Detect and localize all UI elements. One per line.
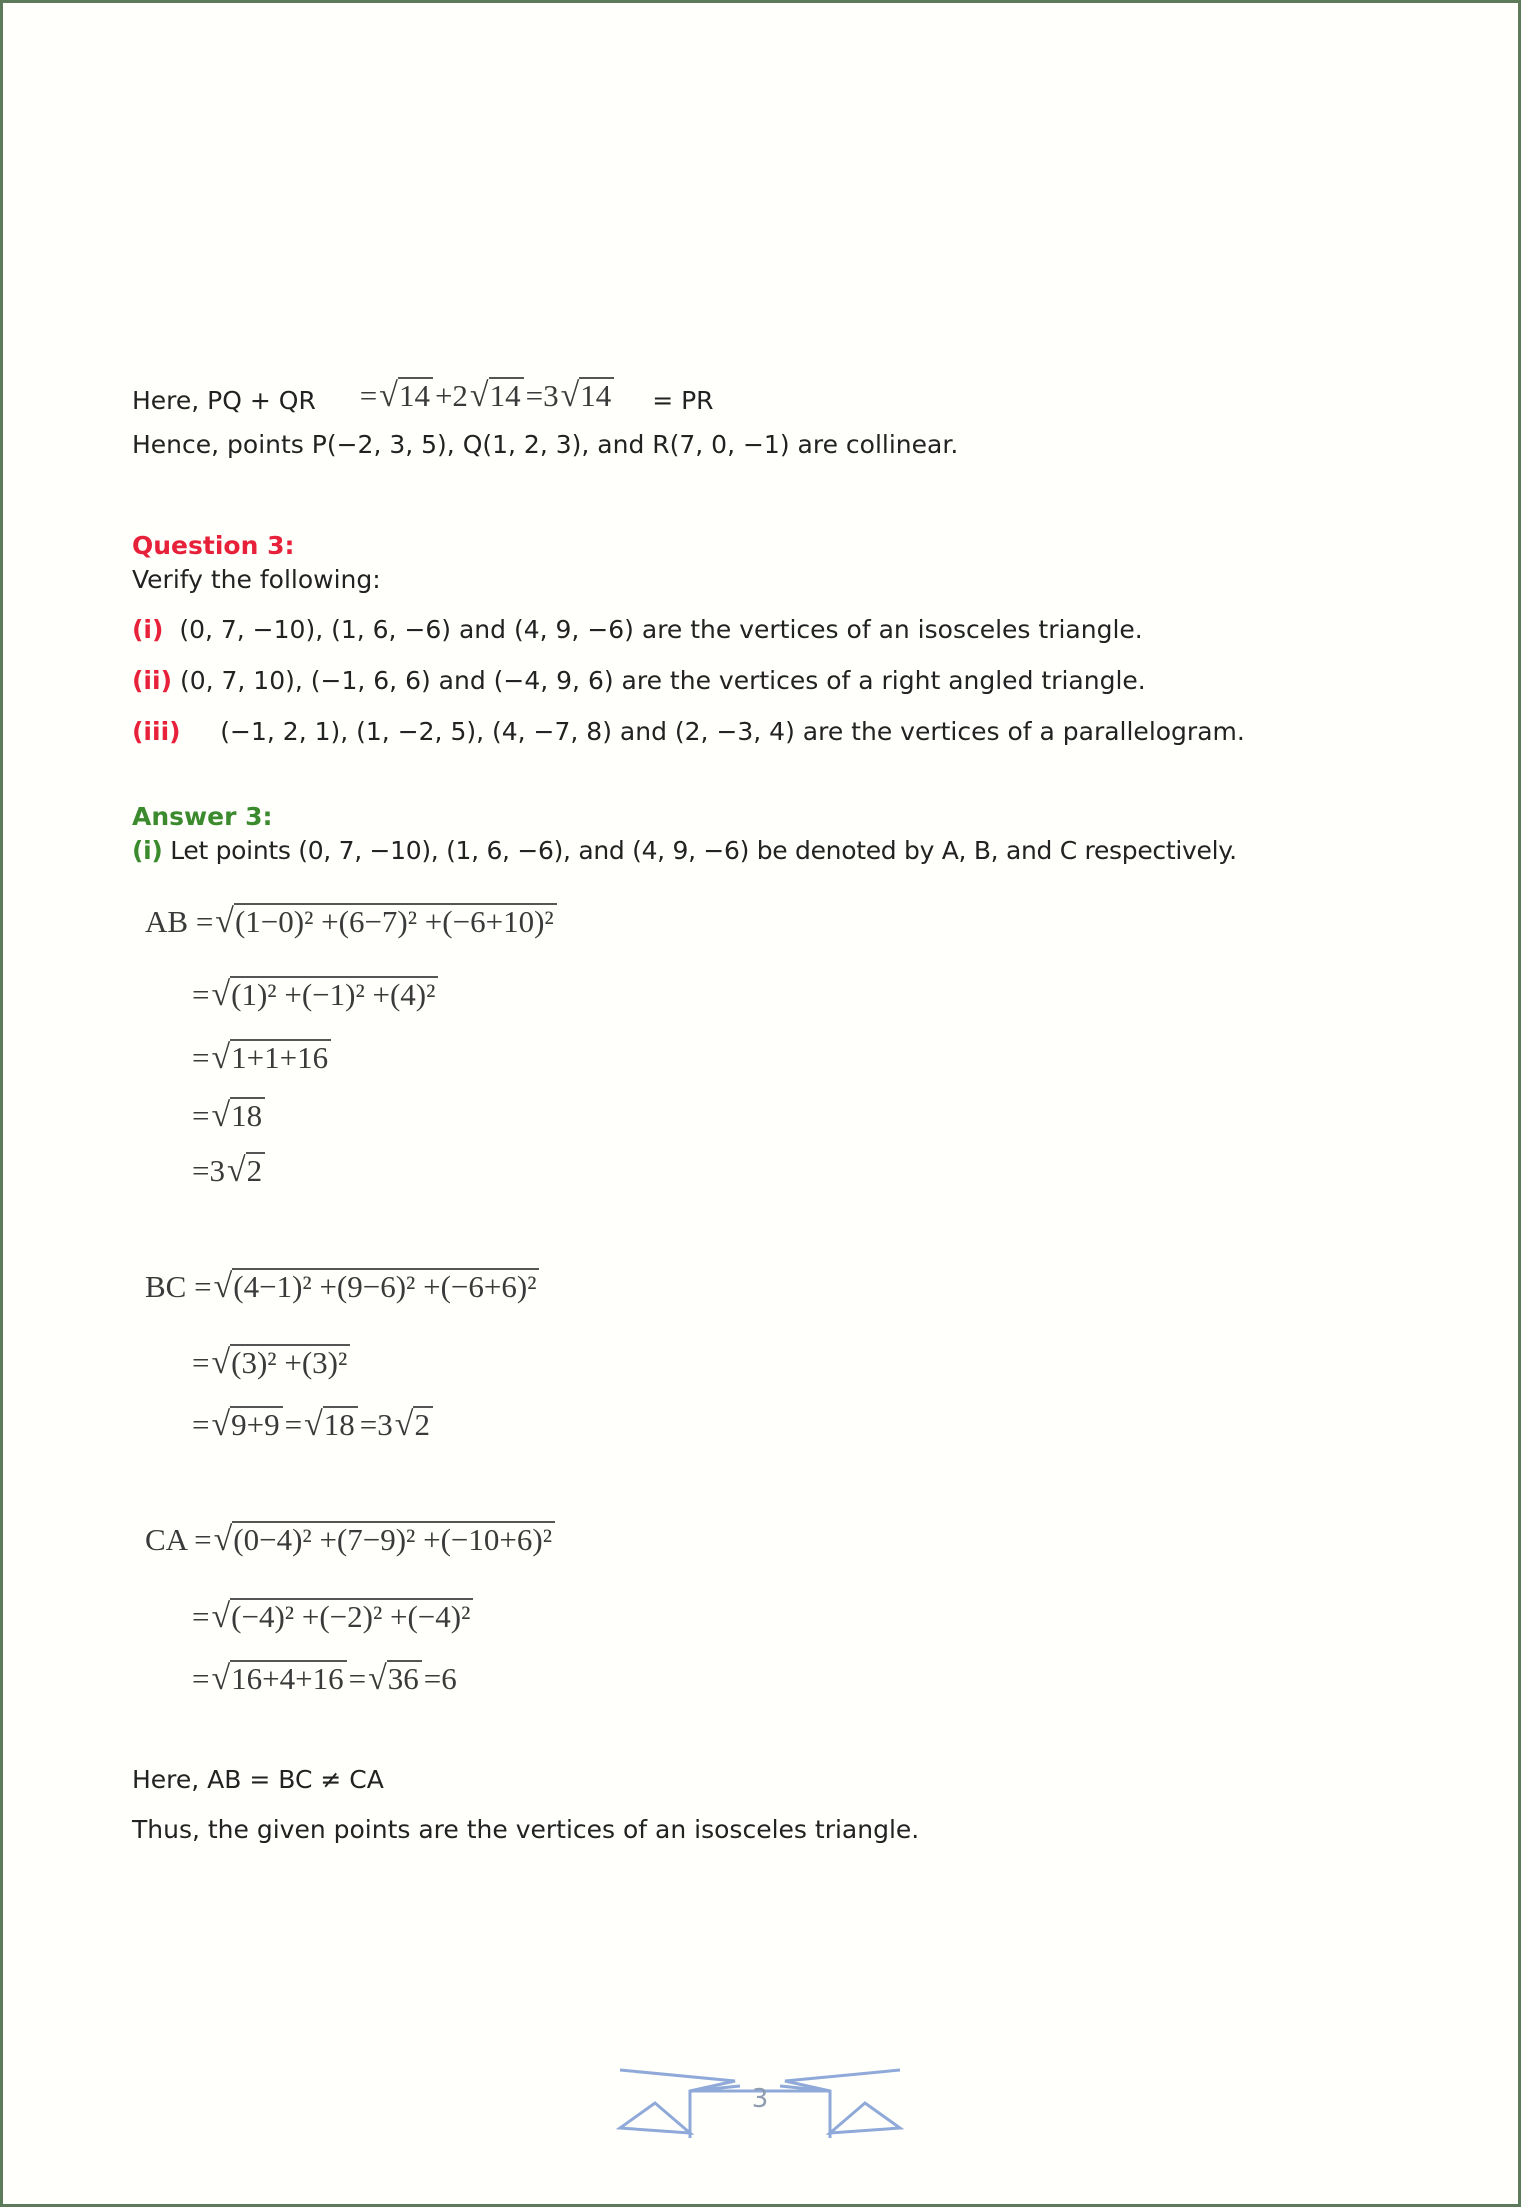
math-text: =3: [525, 378, 559, 413]
radical-sign-icon: √: [213, 1521, 233, 1558]
part-label: (iii): [132, 717, 181, 746]
radical: [211, 1096, 265, 1136]
radical-sign-icon: √: [211, 1406, 231, 1443]
intro-line-1: [132, 379, 714, 419]
bc-line-1: [143, 1267, 539, 1307]
radical: [215, 902, 556, 942]
math-text: CA =: [145, 1522, 212, 1557]
radical-sign-icon: √: [394, 1406, 414, 1443]
intro-line-2: Hence, points P(−2, 3, 5), Q(1, 2, 3), and R(7, 0, −1) are collinear.: [132, 430, 959, 459]
bc-line-2: [190, 1343, 350, 1383]
radical: [211, 1659, 346, 1699]
ca-line-2: [190, 1597, 473, 1637]
radicand: 2: [246, 1152, 266, 1188]
math-text: =: [192, 1407, 210, 1442]
math-text: =3: [359, 1407, 393, 1442]
math-text: =: [192, 977, 210, 1012]
bc-line-3: [190, 1405, 433, 1445]
part-label: (i): [132, 836, 163, 865]
ab-line-5: [190, 1151, 265, 1191]
question-part-iii: [132, 717, 1245, 747]
radical: [561, 376, 615, 416]
math-text: AB =: [145, 904, 214, 939]
intro-math: [358, 378, 614, 413]
radicand: (1−0)² +(6−7)² +(−6+10)²: [234, 903, 557, 939]
math-text: =: [192, 1599, 210, 1634]
radical: [211, 1038, 331, 1078]
part-text: (0, 7, −10), (1, 6, −6) and (4, 9, −6) are the vertices of an isosceles triangle.: [179, 615, 1143, 644]
ab-line-1: [143, 902, 557, 942]
radicand: (4−1)² +(9−6)² +(−6+6)²: [232, 1268, 539, 1304]
radical: [211, 1597, 473, 1637]
question-heading: Question 3:: [132, 531, 295, 560]
radical: [214, 1520, 555, 1560]
radicand: 14: [579, 377, 614, 413]
math-text: =: [284, 1407, 303, 1442]
radicand: (1)² +(−1)² +(4)²: [230, 976, 438, 1012]
radical-sign-icon: √: [213, 1268, 233, 1305]
part-label: (i): [132, 615, 164, 644]
radicand: (−4)² +(−2)² +(−4)²: [230, 1598, 473, 1634]
radical-sign-icon: √: [226, 1152, 246, 1189]
intro-suffix: = PR: [652, 386, 714, 415]
ab-line-2: [190, 975, 438, 1015]
page-number-banner: [615, 2058, 905, 2138]
radical: [379, 376, 433, 416]
radical-sign-icon: √: [211, 976, 231, 1013]
math-text: =: [192, 1345, 210, 1380]
question-part-i: [132, 615, 1143, 645]
radical-sign-icon: √: [211, 1039, 231, 1076]
math-text: =: [192, 1661, 210, 1696]
radical: [368, 1659, 422, 1699]
part-text: (0, 7, 10), (−1, 6, 6) and (−4, 9, 6) are the vertices of a right angled triangle.: [179, 666, 1146, 695]
radicand: 36: [387, 1660, 422, 1696]
radical: [211, 1405, 282, 1445]
ab-line-3: [190, 1038, 331, 1078]
radical-sign-icon: √: [211, 1344, 231, 1381]
radical: [395, 1405, 433, 1445]
radical: [214, 1267, 540, 1307]
math-text: =: [359, 378, 378, 413]
math-text: BC =: [145, 1269, 212, 1304]
radical-sign-icon: √: [379, 377, 398, 414]
radical: [211, 975, 438, 1015]
radicand: 14: [398, 377, 433, 413]
ca-line-3: [190, 1659, 459, 1699]
part-text: Let points (0, 7, −10), (1, 6, −6), and (4, 9, −6) be denoted by A, B, and C respectively.: [170, 836, 1237, 865]
ab-line-4: [190, 1096, 265, 1136]
intro-prefix: Here, PQ + QR: [132, 386, 316, 415]
radicand: 18: [323, 1406, 358, 1442]
radicand: 2: [413, 1406, 433, 1442]
radical-sign-icon: √: [560, 377, 580, 414]
radical-sign-icon: √: [469, 377, 489, 414]
radical-sign-icon: √: [368, 1660, 387, 1697]
radical: [470, 376, 524, 416]
radicand: 1+1+16: [230, 1039, 331, 1075]
radical-sign-icon: √: [211, 1097, 231, 1134]
radicand: (0−4)² +(7−9)² +(−10+6)²: [232, 1521, 555, 1557]
math-text: =: [192, 1098, 210, 1133]
part-label: (ii): [132, 666, 172, 695]
math-text: =3: [192, 1153, 225, 1188]
radicand: 16+4+16: [230, 1660, 346, 1696]
radical-sign-icon: √: [211, 1660, 231, 1697]
question-part-ii: [132, 666, 1146, 696]
radicand: 18: [230, 1097, 265, 1133]
radicand: 14: [489, 377, 524, 413]
radical-sign-icon: √: [215, 903, 234, 940]
radicand: (3)² +(3)²: [230, 1344, 350, 1380]
part-text: (−1, 2, 1), (1, −2, 5), (4, −7, 8) and (2, −3, 4) are the vertices of a parallelogram.: [220, 717, 1245, 746]
conclusion-1: Here, AB = BC ≠ CA: [132, 1765, 384, 1794]
math-text: =: [192, 1040, 210, 1075]
page-number: 3: [751, 2084, 769, 2114]
radical: [211, 1343, 350, 1383]
math-text: =6: [423, 1661, 457, 1696]
radical-sign-icon: √: [304, 1406, 323, 1443]
conclusion-2: Thus, the given points are the vertices of an isosceles triangle.: [132, 1815, 920, 1844]
answer-part-i: [132, 836, 1237, 866]
radical: [304, 1405, 358, 1445]
ca-line-1: [143, 1520, 555, 1560]
math-text: =: [348, 1661, 367, 1696]
radical: [227, 1151, 265, 1191]
math-text: +2: [434, 378, 468, 413]
radicand: 9+9: [230, 1406, 282, 1442]
question-prompt: Verify the following:: [132, 565, 381, 594]
radical-sign-icon: √: [211, 1598, 231, 1635]
answer-heading: Answer 3:: [132, 802, 273, 831]
